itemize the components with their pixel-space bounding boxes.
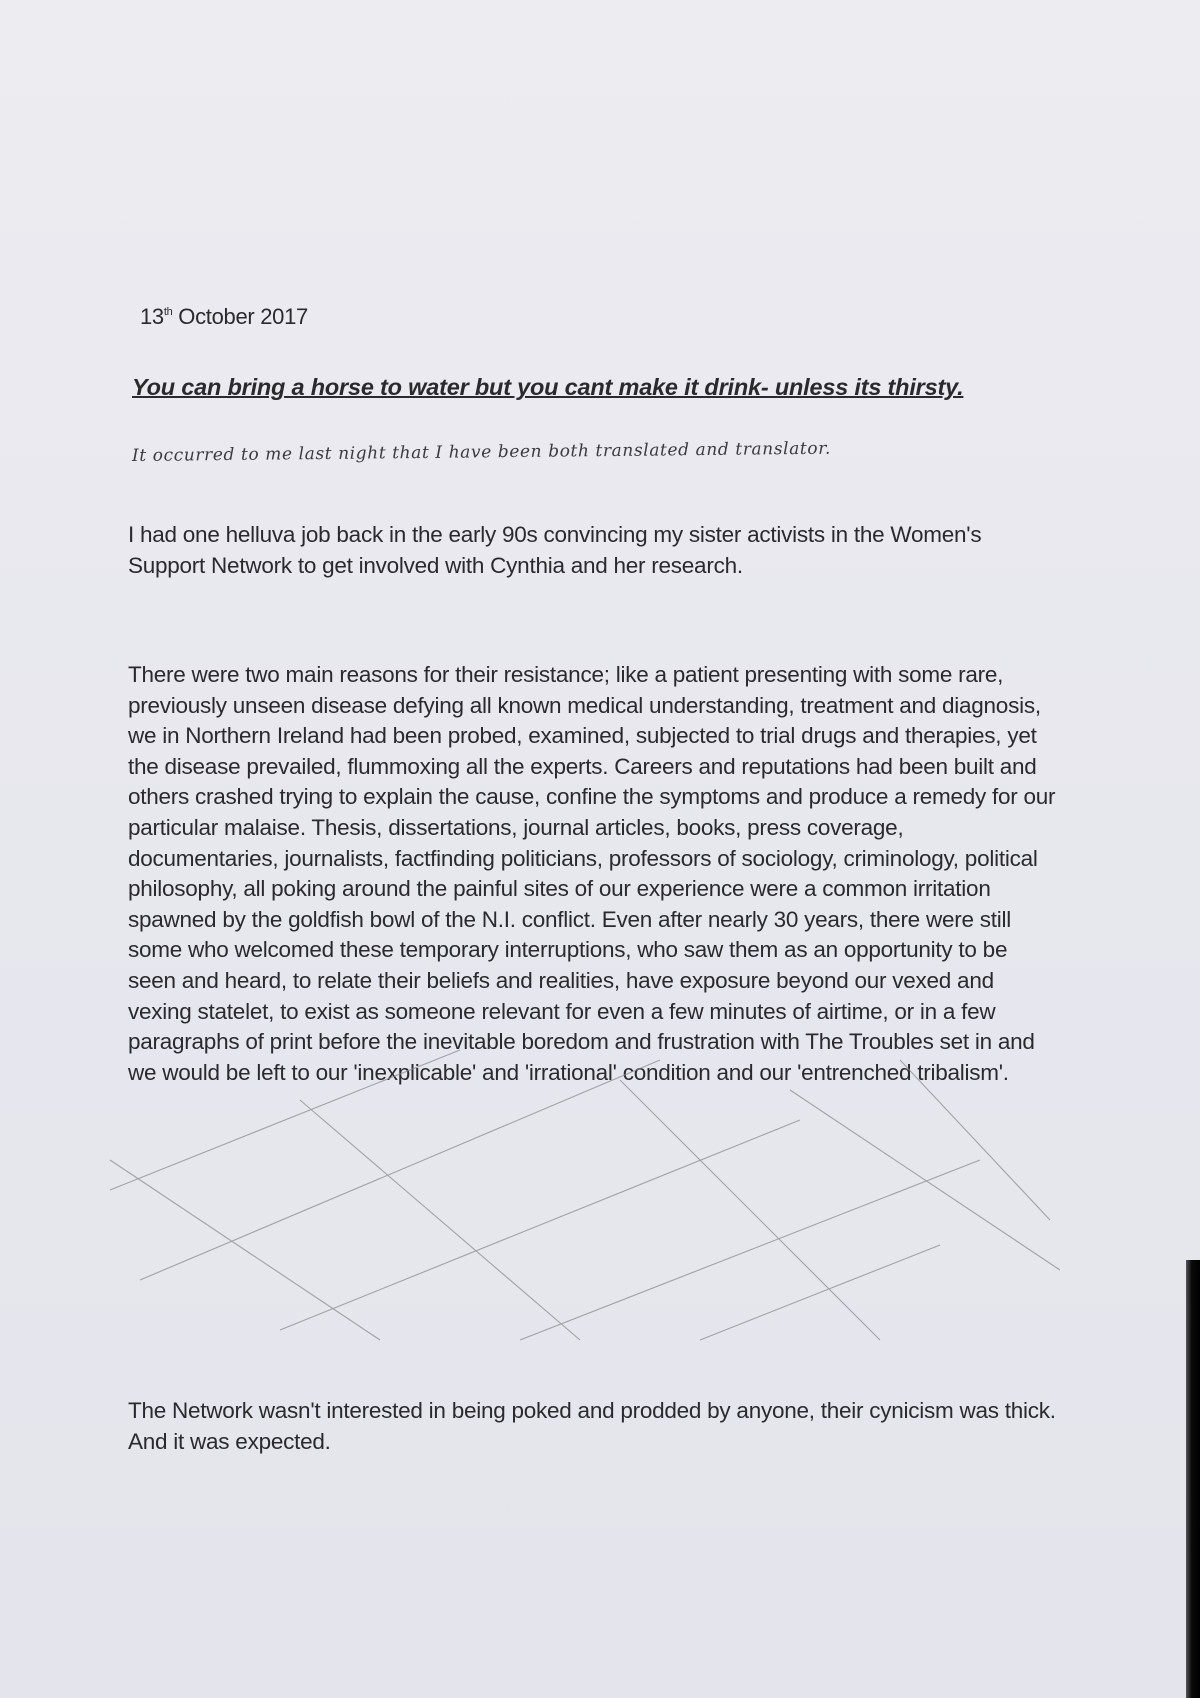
letter-date xyxy=(140,304,308,330)
paragraph-conclusion: The Network wasn't interested in being poked and prodded by anyone, their cynicism was thick. And it was expected. xyxy=(128,1398,1056,1454)
letter-title: You can bring a horse to water but you cant make it drink- unless its thirsty. xyxy=(132,374,964,400)
date-month-year: October 2017 xyxy=(172,304,308,329)
paragraph-reasons: There were two main reasons for their resistance; like a patient presenting with some rare, previously unseen disease defying all known medical understanding, treatment and diagnosis, we in Northern Ireland had been probed, examined, subjected to trial drugs and therapies, yet the disease prevailed, flummoxing all the experts. Careers and reputations had been built and others crashed trying to explain the cause, confine the symptoms and produce a remedy for our particular malaise. Thesis, dissertations, journal articles, books, press coverage, documentaries, journalists, factfinding politicians, professors of sociology, criminology, political philosophy, all poking around the painful sites of our experience were a common irritation spawned by the goldfish bowl of the N.I. conflict. Even after nearly 30 years, there were still some who welcomed these temporary interruptions, who saw them as an opportunity to be seen and heard, to relate their beliefs and realities, have exposure beyond our vexed and vexing statelet, to exist as someone relevant for even a few minutes of airtime, or in a few paragraphs of print before the inevitable boredom and frustration with The Troubles set in and we would be left to our 'inexplicable' and 'irrational' condition and our 'entrenched tribalism'. xyxy=(128,662,1056,1085)
scan-edge-shadow xyxy=(1186,1260,1200,1698)
handwritten-note: It occurred to me last night that I have been both translated and translator. xyxy=(131,438,832,466)
date-day: 13 xyxy=(140,304,164,329)
date-suffix: th xyxy=(163,306,173,318)
paragraph-intro: I had one helluva job back in the early 90s convincing my sister activists in the Women's Support Network to get involved with Cynthia and her research. xyxy=(128,522,982,578)
